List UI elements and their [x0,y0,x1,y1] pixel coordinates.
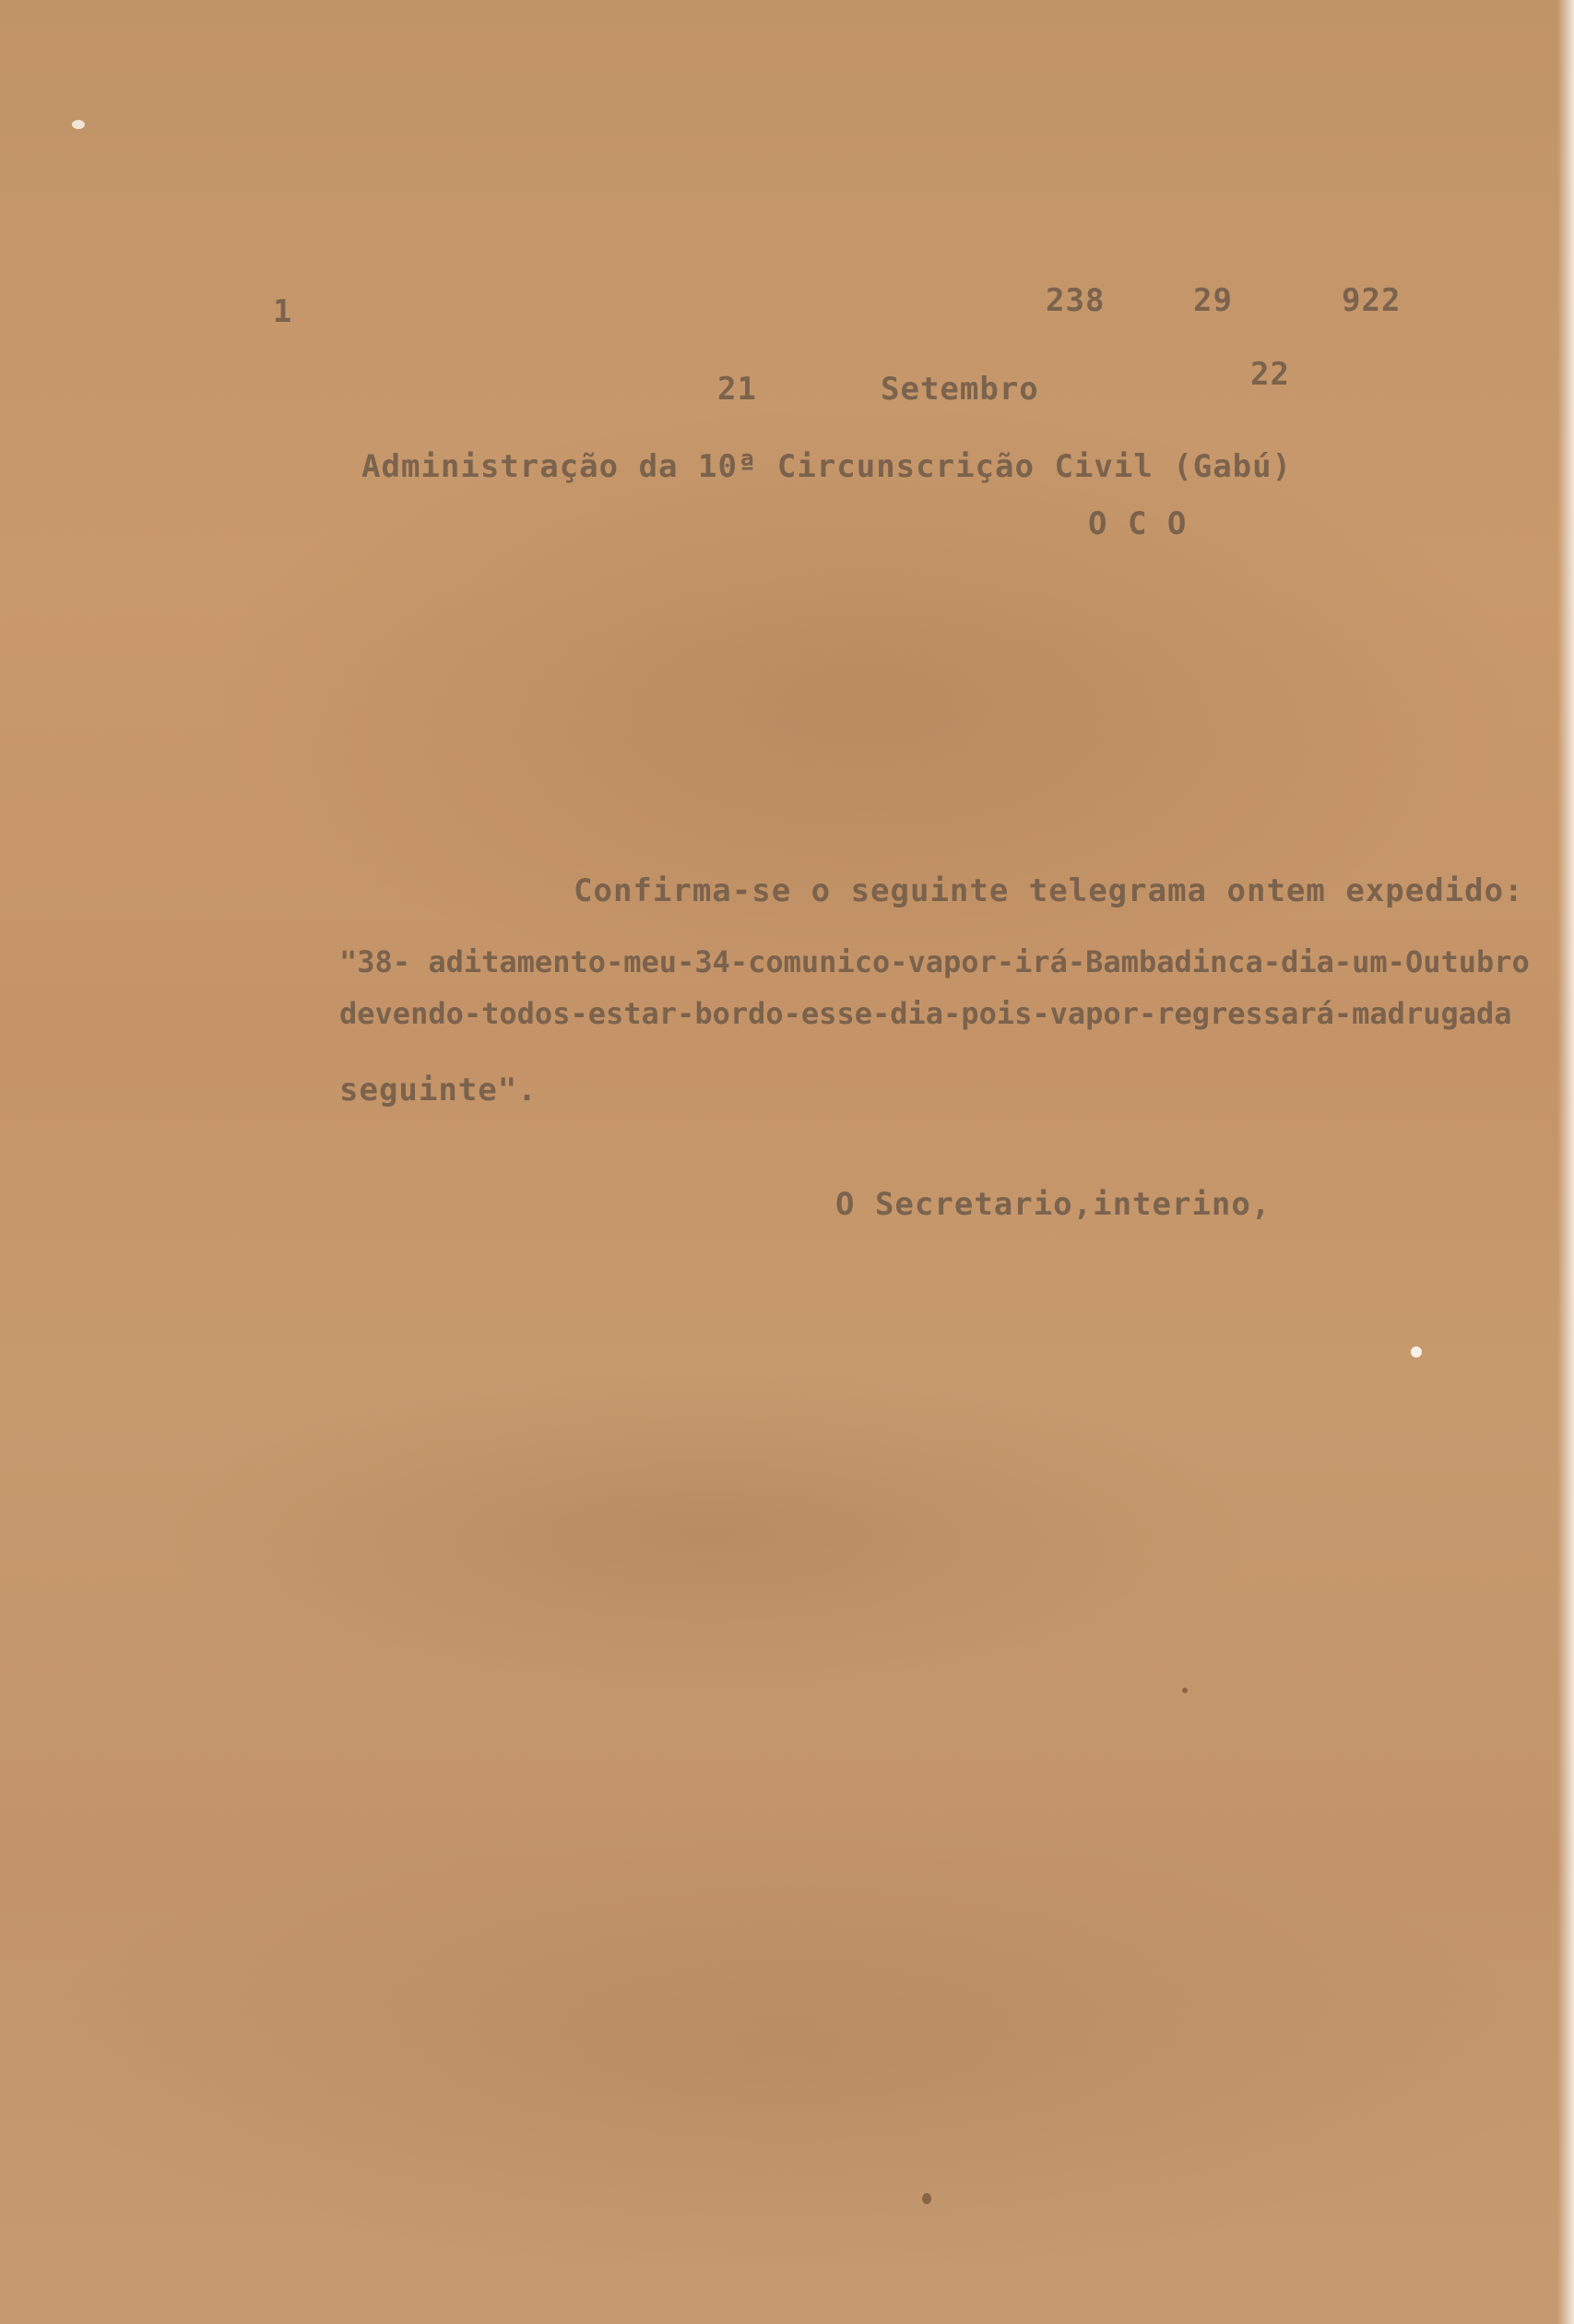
body-line-2: "38- aditamento-meu-34-comunico-vapor-irá-Bambadinca-dia-um-Outubro [339,944,1530,979]
body-line-3: devendo-todos-estar-bordo-esse-dia-pois-vapor-regressará-madrugada [339,996,1512,1031]
office-code: O C O [1088,505,1188,542]
body-line-1: Confirma-se o seguinte telegrama ontem expedido: [574,872,1524,909]
page-number: 1 [273,293,293,330]
date-day: 21 [717,371,757,408]
reference-day: 29 [1193,282,1233,319]
paper-speck [922,2193,931,2204]
paper-speck [1411,1346,1422,1358]
date-year: 22 [1250,356,1290,393]
signature-label: O Secretario,interino, [835,1186,1272,1223]
reference-year: 922 [1342,282,1402,319]
body-line-4: seguinte". [339,1072,538,1109]
date-month: Setembro [881,371,1039,408]
paper-speck [72,120,85,129]
paper-speck [1182,1688,1188,1693]
office-heading: Administração da 10ª Circunscrição Civil (Gabú) [361,448,1293,485]
reference-number: 238 [1046,282,1106,319]
paper-edge [1557,0,1574,2324]
